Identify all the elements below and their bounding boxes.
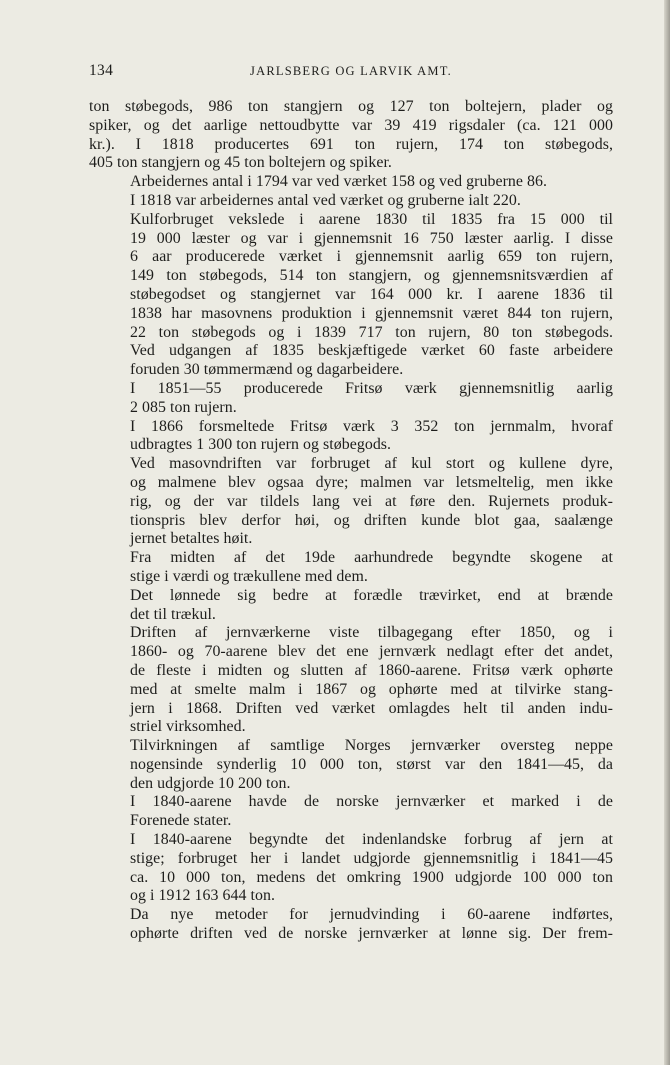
paragraph (89, 906, 613, 944)
text-line: og i 1912 163 644 ton. (130, 887, 275, 905)
text-line: det til trækul. (130, 605, 216, 623)
text-line: ton støbegods, 986 ton stangjern og 127 ton boltejern, plader og (89, 98, 613, 115)
text-line: stige i værdi og trækullene med dem. (130, 567, 368, 585)
text-line: nogensinde synderlig 10 000 ton, størst var den 1841—45, da (130, 755, 613, 773)
text-line: Det lønnede sig bedre at forædle trævirket, end at brænde (130, 586, 613, 604)
paragraph (89, 624, 613, 737)
paragraph (89, 98, 613, 173)
text-line: kr.). I 1818 producertes 691 ton rujern, 174 ton støbegods, (89, 135, 613, 153)
text-line: stige; forbruget her i landet udgjorde gjennemsnitlig i 1841—45 (130, 849, 613, 867)
text-line: I 1840-aarene begyndte det indenlandske forbrug af jern at (130, 831, 613, 849)
text-line: 2 085 ton rujern. (130, 398, 237, 416)
text-line: foruden 30 tømmermænd og dagarbeidere. (130, 361, 404, 379)
text-line: I 1851—55 producerede Fritsø værk gjennemsnitlig aarlig (130, 379, 613, 397)
text-line: med at smelte malm i 1867 og ophørte med at tilvirke stang- (130, 680, 613, 698)
text-line: Ved udgangen af 1835 beskjæftigede værket 60 faste arbeidere (130, 342, 613, 360)
paragraph (89, 211, 613, 380)
paragraph (89, 418, 613, 456)
text-line: 405 ton stangjern og 45 ton boltejern og spiker. (89, 154, 392, 172)
text-line: striel virksomhed. (130, 718, 246, 736)
text-line: Driften af jernværkerne viste tilbagegang efter 1850, og i (130, 624, 613, 642)
text-line: jernet betaltes høit. (130, 530, 253, 548)
text-line: I 1840-aarene havde de norske jernværker et marked i de (130, 793, 613, 811)
paragraph (89, 173, 613, 192)
text-line: Fra midten af det 19de aarhundrede begyndte skogene at (130, 549, 613, 567)
paragraph (89, 831, 613, 906)
text-line: de fleste i midten og slutten af 1860-aarene. Fritsø værk ophørte (130, 661, 613, 679)
text-line: Kulforbruget vekslede i aarene 1830 til 1835 fra 15 000 til (130, 210, 613, 228)
text-line: spiker, og det aarlige nettoudbytte var 39 419 rigsdaler (ca. 121 000 (89, 116, 613, 134)
text-line: I 1866 forsmeltede Fritsø værk 3 352 ton jernmalm, hvoraf (130, 417, 613, 435)
text-line: I 1818 var arbeidernes antal ved værket og gruberne ialt 220. (130, 191, 521, 209)
text-line: rig, og der var tildels lang vei at føre den. Rujernets produk- (130, 492, 613, 510)
text-line: udbragtes 1 300 ton rujern og støbegods. (130, 436, 392, 454)
paragraph (89, 793, 613, 831)
text-line: Arbeidernes antal i 1794 var ved værket 158 og ved gruberne 86. (130, 173, 548, 191)
text-line: 22 ton støbegods og i 1839 717 ton rujern, 80 ton støbegods. (130, 323, 613, 341)
text-line: 149 ton støbegods, 514 ton stangjern, og gjennemsnitsværdien af (130, 267, 613, 285)
body-text (89, 98, 613, 944)
running-head: JARLSBERG OG LARVIK AMT. (250, 64, 452, 78)
text-line: ophørte driften ved de norske jernværker at lønne sig. Der frem- (130, 925, 613, 943)
page-number: 134 (89, 62, 114, 79)
paragraph (89, 455, 613, 549)
text-line: 19 000 læster og var i gjennemsnit 16 750 læster aarlig. I disse (130, 229, 613, 247)
paragraph (89, 549, 613, 587)
text-line: 6 aar producerede værket i gjennemsnit aarlig 659 ton rujern, (130, 248, 613, 266)
paragraph (89, 587, 613, 625)
page-header (89, 62, 613, 82)
paragraph (89, 380, 613, 418)
text-line: Forenede stater. (130, 812, 232, 830)
text-line: 1838 har masovnens produktion i gjennemsnit været 844 ton rujern, (130, 304, 613, 322)
text-line: og malmene blev ogsaa dyre; malmen var letsmeltelig, men ikke (130, 473, 613, 491)
text-line: Da nye metoder for jernudvinding i 60-aarene indførtes, (130, 906, 613, 924)
text-line: jern i 1868. Driften ved værket omlagdes helt til anden indu- (130, 699, 613, 717)
text-line: tionspris blev derfor høi, og driften kunde blot gaa, saalænge (130, 511, 613, 529)
text-line: den udgjorde 10 200 ton. (130, 774, 291, 792)
text-line: Tilvirkningen af samtlige Norges jernværker oversteg neppe (130, 737, 613, 755)
text-line: ca. 10 000 ton, medens det omkring 1900 udgjorde 100 000 ton (130, 868, 613, 886)
page-edge-shadow (664, 0, 670, 1065)
paragraph (89, 737, 613, 793)
text-line: 1860- og 70-aarene blev det ene jernværk nedlagt efter det andet, (130, 643, 613, 661)
text-line: Ved masovndriften var forbruget af kul stort og kullene dyre, (130, 455, 613, 473)
paragraph (89, 192, 613, 211)
text-line: støbegodset og stangjernet var 164 000 kr. I aarene 1836 til (130, 285, 613, 303)
